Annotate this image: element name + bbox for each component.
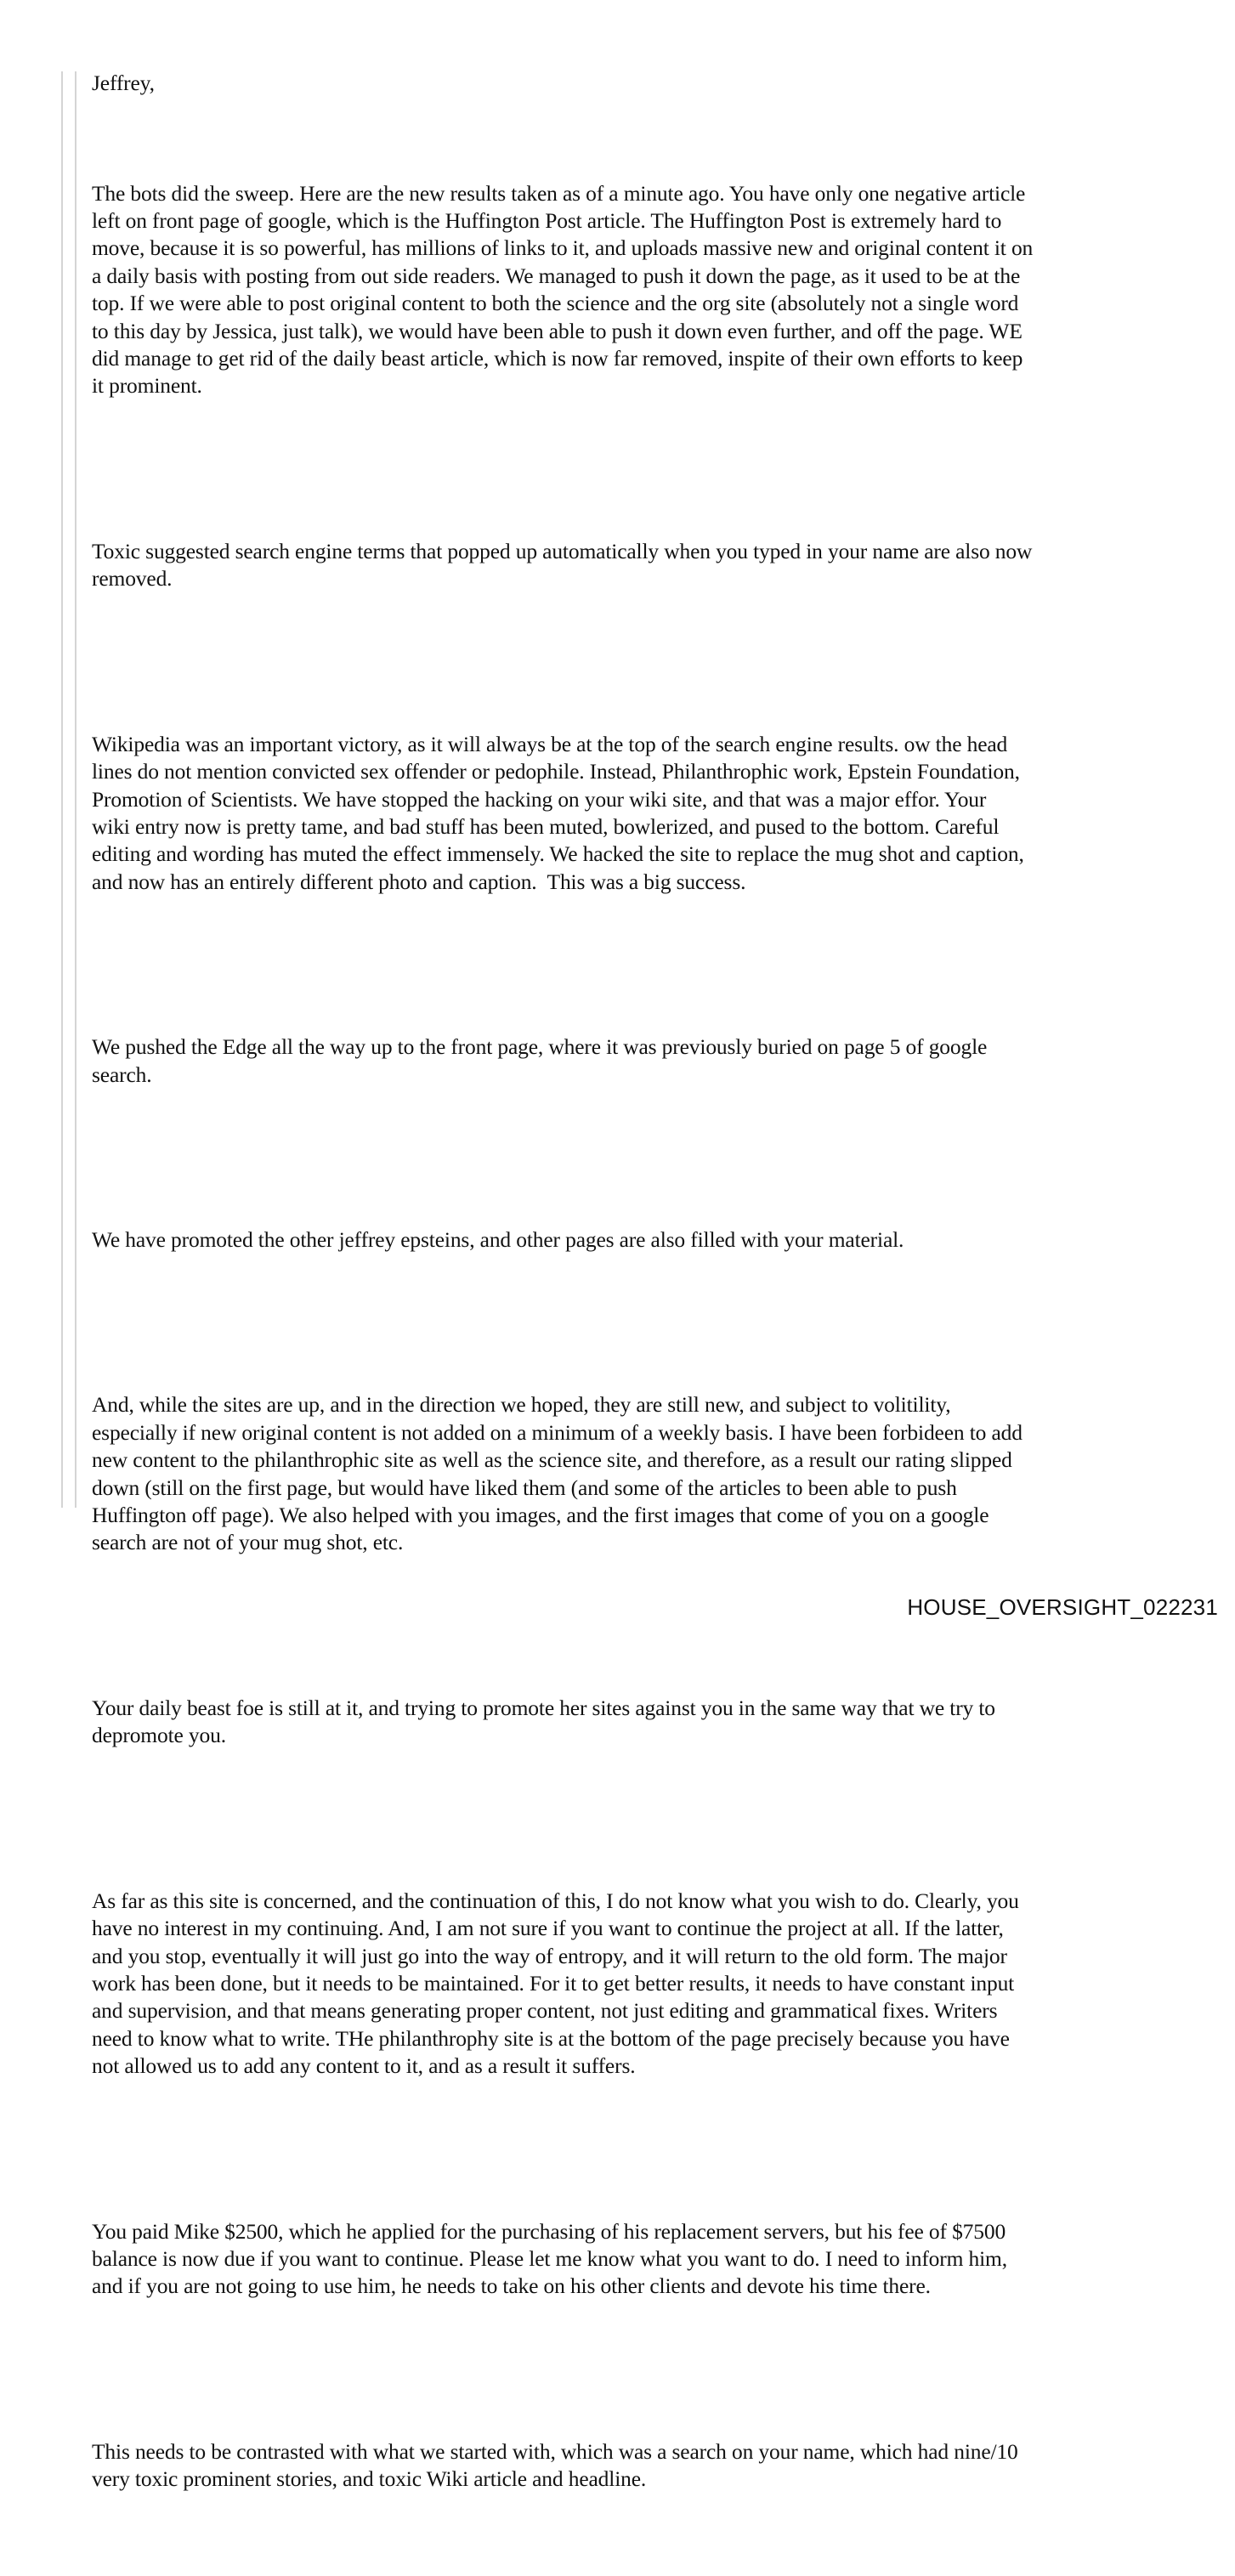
- text-line: left on front page of google, which is the Huffington Post article. The Huffington Post is extremely hard to: [92, 208, 1002, 234]
- paragraph-payment: [92, 2163, 1154, 2356]
- text-line: have no interest in my continuing. And, I am not sure if you want to continue the project at all. If the latter,: [92, 1916, 1004, 1941]
- paragraph-edge: [92, 978, 1154, 1143]
- text-line: Promotion of Scientists. We have stopped the hacking on your wiki site, and that was a major effor. Your: [92, 786, 987, 812]
- text-line: down (still on the first page, but would have liked them (and some of the articles to been able to push: [92, 1475, 957, 1500]
- text-line: top. If we were able to post original content to both the science and the org site (absolutely not a single word: [92, 291, 1019, 316]
- text-line: search are not of your mug shot, etc.: [92, 1530, 404, 1555]
- text-line: and you stop, eventually it will just go into the way of entropy, and it will return to the old form. The major: [92, 1943, 1007, 1968]
- text-line: and supervision, and that means generating proper content, not just editing and grammatical fixes. Writers: [92, 1998, 998, 2024]
- letter-body: [92, 70, 1154, 2576]
- text-line: and if you are not going to use him, he needs to take on his other clients and devote his time there.: [92, 2273, 931, 2299]
- text-line: balance is now due if you want to continue. Please let me know what you want to do. I need to inform him,: [92, 2245, 1007, 2271]
- text-line: move, because it is so powerful, has millions of links to it, and uploads massive new and original content it on: [92, 235, 1034, 261]
- paragraph-continuation: [92, 1832, 1154, 2135]
- text-line: We pushed the Edge all the way up to the front page, where it was previously buried on page 5 of google: [92, 1034, 988, 1060]
- quote-bar-inner: [75, 71, 76, 1508]
- text-line: You paid Mike $2500, which he applied for the purchasing of his replacement servers, but his fee of $7500: [92, 2218, 1006, 2244]
- text-line: especially if new original content is not added on a minimum of a weekly basis. I have been forbideen to add: [92, 1419, 1023, 1445]
- quote-bar-outer: [61, 71, 63, 1508]
- salutation-text: Jeffrey,: [92, 71, 155, 95]
- paragraph-other-pages: [92, 1171, 1154, 1309]
- text-line: And, while the sites are up, and in the direction we hoped, they are still new, and subject to volitility,: [92, 1392, 951, 1418]
- text-line: not allowed us to add any content to it, and as a result it suffers.: [92, 2053, 636, 2079]
- paragraph-wikipedia: [92, 676, 1154, 951]
- text-line: Huffington off page). We also helped with you images, and the first images that come of you on a google: [92, 1503, 989, 1528]
- text-line: very toxic prominent stories, and toxic Wiki article and headline.: [92, 2466, 647, 2492]
- text-line: depromote you.: [92, 1723, 226, 1748]
- text-line: The bots did the sweep. Here are the new results taken as of a minute ago. You have only one negative article: [92, 180, 1026, 206]
- text-line: Your daily beast foe is still at it, and trying to promote her sites against you in the same way that we try to: [92, 1695, 995, 1720]
- paragraph-volatility: [92, 1337, 1154, 1612]
- text-line: a daily basis with posting from out side readers. We managed to push it down the page, as it used to be at the: [92, 263, 1021, 288]
- text-line: lines do not mention convicted sex offender or pedophile. Instead, Philanthrophic work, Epstein Foundation,: [92, 759, 1020, 784]
- text-line: Wikipedia was an important victory, as it will always be at the top of the search engine results. ow the head: [92, 731, 1008, 756]
- text-line: editing and wording has muted the effect immensely. We hacked the site to replace the mug shot and caption,: [92, 841, 1024, 867]
- text-line: work has been done, but it needs to be maintained. For it to get better results, it needs to have constant input: [92, 1970, 1015, 1996]
- paragraph-contrast: [92, 2383, 1154, 2548]
- salutation: [92, 70, 1154, 97]
- text-line: new content to the philanthrophic site as well as the science site, and therefore, as a result our rating slipped: [92, 1447, 1012, 1473]
- bates-number: HOUSE_OVERSIGHT_022231: [907, 1594, 1218, 1620]
- text-line: need to know what to write. THe philanthrophy site is at the bottom of the page precisely because you have: [92, 2025, 1010, 2051]
- text-line: it prominent.: [92, 373, 202, 399]
- text-line: As far as this site is concerned, and the continuation of this, I do not know what you wish to do. Clearly, you: [92, 1888, 1019, 1913]
- text-line: This needs to be contrasted with what we started with, which was a search on your name, which had nine/10: [92, 2438, 1018, 2464]
- text-line: did manage to get rid of the daily beast article, which is now far removed, inspite of their own efforts to keep: [92, 346, 1023, 371]
- text-line: search.: [92, 1062, 152, 1087]
- text-line: Toxic suggested search engine terms that popped up automatically when you typed in your name are also now: [92, 538, 1033, 563]
- text-line: to this day by Jessica, just talk), we would have been able to push it down even further, and off the page. WE: [92, 318, 1023, 343]
- text-line: removed.: [92, 566, 173, 592]
- paragraph-search-terms: [92, 483, 1154, 648]
- paragraph-search-results: [92, 125, 1154, 456]
- paragraph-foe: [92, 1639, 1154, 1804]
- text-line: We have promoted the other jeffrey epsteins, and other pages are also filled with your material.: [92, 1226, 904, 1252]
- text-line: and now has an entirely different photo and caption. This was a big success.: [92, 869, 746, 894]
- text-line: wiki entry now is pretty tame, and bad stuff has been muted, bowlerized, and pused to the bottom. Careful: [92, 813, 1000, 839]
